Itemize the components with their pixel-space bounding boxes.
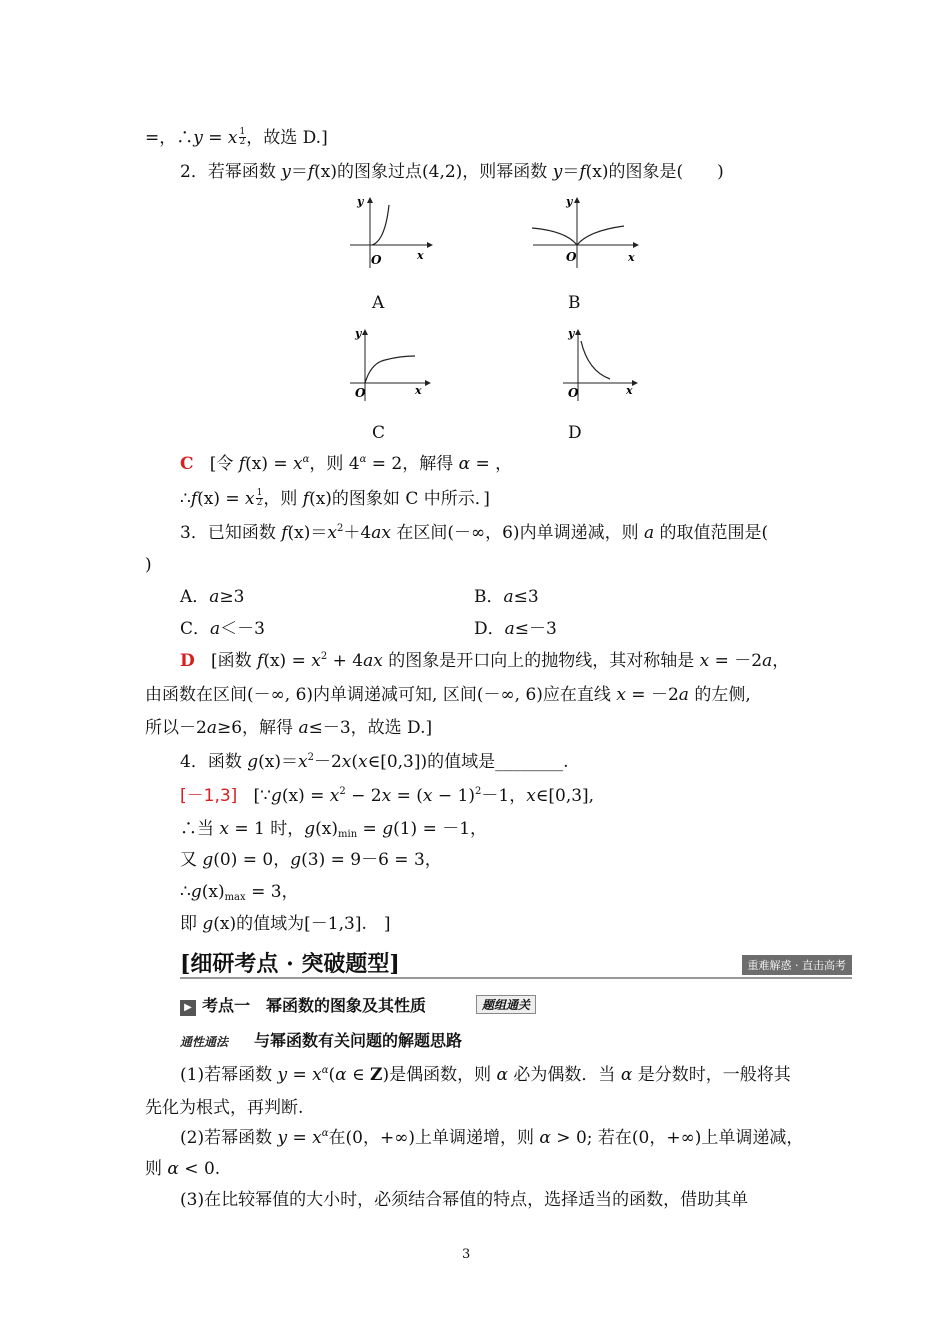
figure-label-b: B [568, 293, 581, 313]
pointing-hand-icon: 通性通法 [180, 1035, 229, 1049]
section-divider [180, 977, 852, 979]
section-title: [细研考点 · 突破题型] [180, 951, 400, 977]
page-number: 3 [462, 1247, 471, 1262]
graph-option-b [528, 193, 643, 273]
q4-solution-line-1: [－1,3] [∵g(x) = $x^2 - 2x = (x - 1)^2-1$，x∈[0,3], [180, 786, 595, 806]
q3-solution-line-3: 所以－2a≥6，解得 a≤－3，故选 D.] [145, 718, 433, 738]
q2-solution-line-2: ∴f(x) = x $\frac{1}{2}$ ，则 f(x)的图象如 C 中所示．] [180, 488, 490, 509]
q4-solution-line-3: 又 g(0) = 0，g(3) = 9－6 = 3， [180, 850, 442, 870]
top-continuation-line: =，∴y = x $\frac{1}{2}$ ，故选 D.] [145, 127, 328, 148]
question-3-stem-cont: ) [145, 555, 152, 575]
y-axis-label: y [566, 195, 573, 208]
curve-a [372, 205, 389, 245]
question-2-stem: 2．若幂函数 y＝f(x)的图象过点(4,2)，则幂函数 y＝f(x)的图象是( ) [180, 162, 724, 182]
q4-solution-line-4: $\therefore g(x)_{max} = 3$， [180, 882, 299, 903]
origin-label: O [371, 253, 382, 267]
option-d[interactable]: D．a≤－3 [474, 619, 557, 639]
answer-label: [－1,3] [180, 786, 238, 806]
question-4-stem: 4．函数 $g(x)=x^2-2x(x\in[0,3])$的值域是________. [180, 752, 569, 772]
origin-label: O [566, 250, 577, 264]
x-axis-arrow [425, 380, 431, 386]
graph-option-c [345, 323, 435, 403]
figure-label-c: C [372, 423, 386, 443]
figure-label-a: A [372, 293, 385, 313]
q3-solution-line-2: 由函数在区间(－∞, 6)内单调递减可知, 区间(－∞, 6)应在直线 x = －2a 的左侧, [145, 685, 751, 705]
option-b[interactable]: B．a≤3 [474, 587, 539, 607]
y-axis-arrow [362, 329, 368, 335]
x-axis-arrow [632, 380, 638, 386]
paragraph-3-line-1: (3)在比较幂值的大小时，必须结合幂值的特点，选择适当的函数，借助其单 [180, 1190, 749, 1210]
group-tag: 题组通关 [476, 995, 536, 1014]
paragraph-1-line-1: (1)若幂函数 $y = x^\alpha(\alpha$ ∈ Z)是偶函数，则 α 必为偶数．当 α 是分数时，一般将其 [180, 1065, 791, 1085]
point-header: ▶ 考点一 幂函数的图象及其性质 题组通关 [180, 993, 536, 1016]
origin-label: O [568, 386, 579, 400]
x-axis-arrow [633, 242, 639, 248]
x-axis-arrow [427, 242, 433, 248]
exponent-fraction: $\frac{1}{2}$ [239, 127, 246, 147]
figure-label-d: D [568, 423, 582, 443]
answer-label: C [180, 454, 194, 474]
origin-label: O [355, 386, 366, 400]
q3-solution-line-1: D [函数 $f(x) = x^2 + 4ax$ 的图象是开口向上的抛物线，其对称轴是 x = －2a， [180, 651, 790, 671]
question-3-stem: 3．已知函数 $f(x)=x^2+4ax$ 在区间(－∞，6)内单调递减，则 a 的取值范围是( [180, 523, 769, 543]
y-axis-arrow [574, 197, 580, 203]
option-c[interactable]: C．a＜－3 [180, 619, 265, 639]
q4-solution-line-2: ∴当 x = 1 时，$g(x)_{min} = g(1) = -1$， [180, 819, 488, 840]
play-icon: ▶ [180, 1000, 196, 1016]
x-axis-label: x [628, 251, 635, 264]
method-header: 通性通法 与幂函数有关问题的解题思路 [180, 1031, 463, 1050]
q2-solution-line-1: C [令 $f(x) = x^\alpha$，则 $4^\alpha = 2$，解得 α = ， [180, 454, 513, 474]
curve-b [532, 226, 624, 245]
graph-option-d [558, 323, 643, 403]
y-axis-label: y [355, 327, 362, 340]
y-axis-arrow [367, 197, 373, 203]
q4-solution-line-5: 即 g(x)的值域为[－1,3]. ] [180, 914, 391, 934]
answer-label: D [180, 651, 195, 671]
paragraph-2-line-1: (2)若幂函数 $y = x^\alpha$在(0，+∞)上单调递增，则 α > 0; 若在(0，+∞)上单调递减， [180, 1128, 804, 1148]
section-header [180, 947, 852, 979]
option-a[interactable]: A．a≥3 [180, 587, 245, 607]
x-axis-label: x [626, 384, 633, 397]
paragraph-2-line-2: 则 α < 0. [145, 1159, 221, 1179]
y-axis-label: y [357, 195, 364, 208]
x-axis-label: x [415, 384, 422, 397]
paragraph-1-line-2: 先化为根式，再判断. [145, 1098, 304, 1118]
x-axis-label: x [417, 249, 424, 262]
section-tag: 重难解惑 · 直击高考 [742, 955, 853, 975]
y-axis-arrow [575, 329, 581, 335]
curve-c [365, 356, 415, 383]
y-axis-label: y [568, 327, 575, 340]
curve-d [581, 341, 610, 379]
graph-option-a [345, 193, 435, 273]
